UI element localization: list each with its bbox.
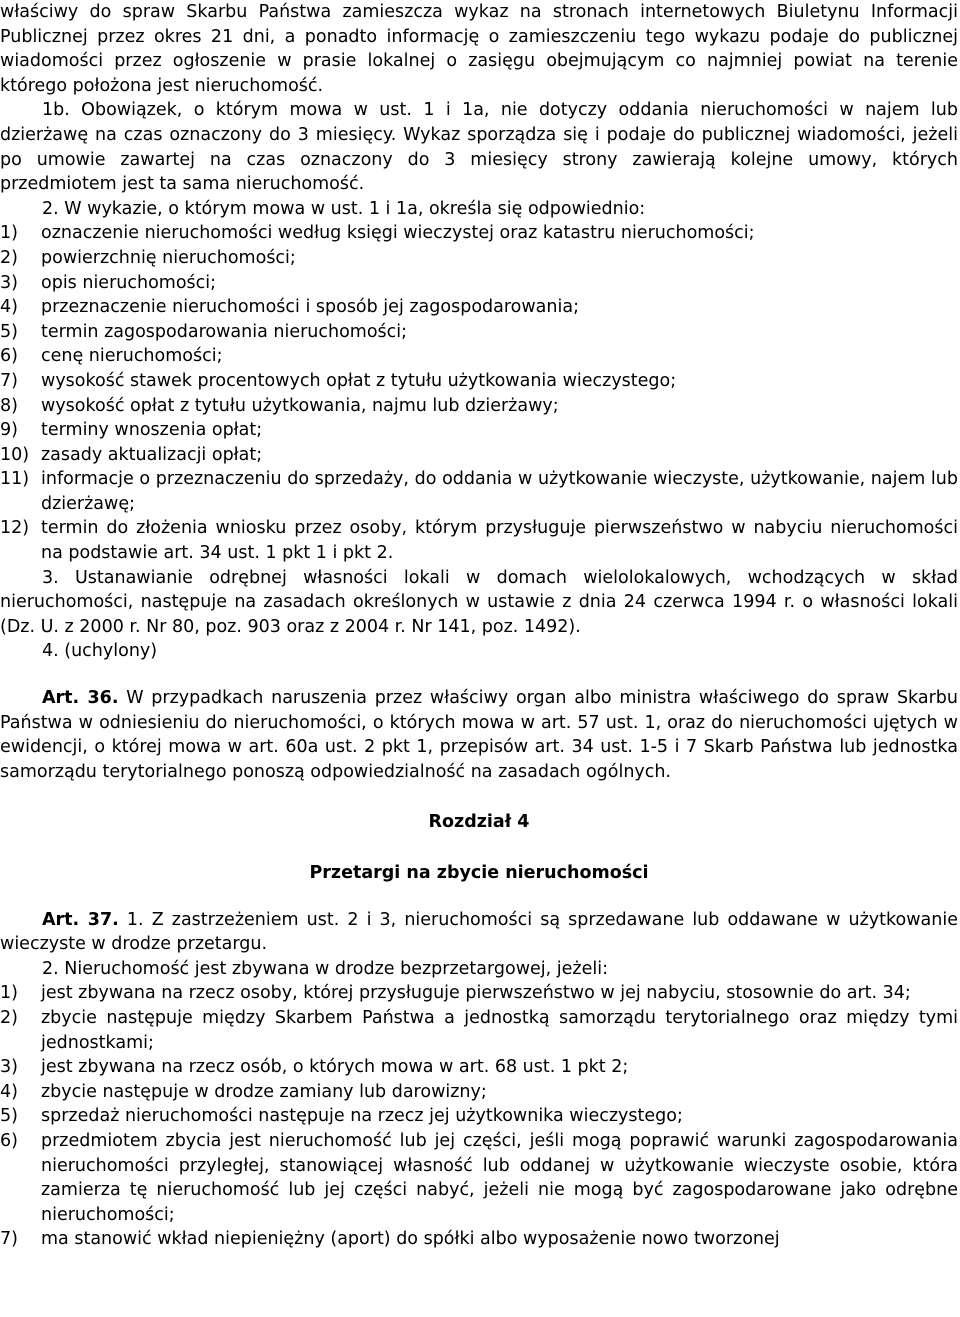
list-item-text: zbycie następuje w drodze zamiany lub darowizny; xyxy=(41,1081,487,1102)
list-item-text: terminy wnoszenia opłat; xyxy=(41,420,263,441)
list-item xyxy=(0,1227,958,1252)
spacer xyxy=(0,784,958,810)
list-item-number: 9) xyxy=(0,420,18,441)
list-item xyxy=(0,467,958,516)
list-item-number: 6) xyxy=(0,1130,18,1151)
paragraph-1b: 1b. Obowiązek, o którym mowa w ust. 1 i 1a, nie dotyczy oddania nieruchomości w najem lub dzierżawę na czas oznaczony do 3 miesięcy. Wykaz sporządza się i podaje do publicznej wiadomości, jeżeli po umowie zawartej na czas oznaczony do 3 miesięcy strony zawierają kolejne umowy, których przedmiotem jest ta sama nieruchomość. xyxy=(0,100,958,195)
article-37-text: 1. Z zastrzeżeniem ust. 2 i 3, nieruchomości są sprzedawane lub oddawane w użytkowanie wieczyste w drodze przetargu. xyxy=(0,909,958,955)
list-item-text: ma stanowić wkład niepieniężny (aport) do spółki albo wyposażenie nowo tworzonej xyxy=(41,1229,780,1250)
list-item xyxy=(0,320,958,345)
list-item-number: 11) xyxy=(0,469,30,490)
list-item xyxy=(0,1055,958,1080)
chapter-subtitle: Przetargi na zbycie nieruchomości xyxy=(309,863,649,883)
spacer xyxy=(0,886,958,908)
list-item-text: oznaczenie nieruchomości według księgi wieczystej oraz katastru nieruchomości; xyxy=(41,223,755,244)
list-item-number: 7) xyxy=(0,1229,18,1250)
list-item-number: 7) xyxy=(0,370,18,391)
list-item-text: wysokość opłat z tytułu użytkowania, najmu lub dzierżawy; xyxy=(41,395,559,416)
list-item-number: 3) xyxy=(0,272,18,293)
list-item xyxy=(0,1006,958,1055)
list-item-number: 4) xyxy=(0,1081,18,1102)
list-item-text: jest zbywana na rzecz osoby, której przysługuje pierwszeństwo w jej nabyciu, stosownie do art. 34; xyxy=(41,983,911,1004)
list-item-text: przedmiotem zbycia jest nieruchomość lub jej części, jeśli mogą poprawić warunki zagospodarowania nieruchomości przyległej, stanowiącej własność lub oddanej w użytkowanie wieczyste osobie, która zamierza tę nieruchomość lub jej części nabyć, jeżeli nie mogą być zagospodarowane jako odrębne nieruchomości; xyxy=(41,1130,958,1225)
article-36-text: W przypadkach naruszenia przez właściwy organ albo ministra właściwego do spraw Skarbu Państwa w odniesieniu do nieruchomości, o których mowa w art. 57 ust. 1, oraz do nieruchomości ujętych w ewidencji, o której mowa w art. 60a ust. 2 pkt 1, przepisów art. 34 ust. 1-5 i 7 Skarb Państwa lub jednostka samorządu terytorialnego ponoszą odpowiedzialność na zasadach ogólnych. xyxy=(0,688,959,782)
list-item-text: informacje o przeznaczeniu do sprzedaży, do oddania w użytkowanie wieczyste, użytkowanie, najem lub dzierżawę; xyxy=(41,469,958,514)
paragraph-4: 4. (uchylony) xyxy=(42,641,158,662)
list-item xyxy=(0,1129,958,1227)
spacer xyxy=(0,835,958,861)
paragraph-intro: właściwy do spraw Skarbu Państwa zamieszcza wykaz na stronach internetowych Biuletynu Informacji Publicznej przez okres 21 dni, a ponadto informację o zamieszczeniu tego wykazu podaje do publicznej wiadomości przez ogłoszenie w prasie lokalnej o zasięgu obejmującym co najmniej powiat na terenie którego położona jest nieruchomość. xyxy=(0,2,958,96)
paragraph-2: 2. W wykazie, o którym mowa w ust. 1 i 1a, określa się odpowiednio: xyxy=(42,198,646,219)
list-item-number: 2) xyxy=(0,247,18,268)
list-item-text: powierzchnię nieruchomości; xyxy=(41,247,296,268)
list-wykaz xyxy=(0,221,958,565)
list-item-text: zbycie następuje między Skarbem Państwa a jednostką samorządu terytorialnego oraz między tymi jednostkami; xyxy=(41,1007,958,1053)
list-item-number: 4) xyxy=(0,297,18,318)
list-item xyxy=(0,443,958,468)
list-item xyxy=(0,516,958,565)
list-item-number: 12) xyxy=(0,518,30,539)
article-37 xyxy=(0,908,958,957)
list-item-number: 5) xyxy=(0,1106,18,1127)
chapter-title: Rozdział 4 xyxy=(428,812,530,833)
list-item-text: cenę nieruchomości; xyxy=(41,346,223,367)
list-item xyxy=(0,271,958,296)
list-item-text: opis nieruchomości; xyxy=(41,272,217,293)
list-item-text: termin zagospodarowania nieruchomości; xyxy=(41,321,408,342)
list-item-text: termin do złożenia wniosku przez osoby, którym przysługuje pierwszeństwo w nabyciu nieruchomości na podstawie art. 34 ust. 1 pkt 1 i pkt 2. xyxy=(41,518,958,564)
list-item xyxy=(0,369,958,394)
paragraph-37-2: 2. Nieruchomość jest zbywana w drodze bezprzetargowej, jeżeli: xyxy=(42,958,608,979)
list-item xyxy=(0,418,958,443)
list-item xyxy=(0,344,958,369)
paragraph-3: 3. Ustanawianie odrębnej własności lokali w domach wielolokalowych, wchodzących w skład nieruchomości, następuje na zasadach określonych w ustawie z dnia 24 czerwca 1994 r. o własności lokali (Dz. U. z 2000 r. Nr 80, poz. 903 oraz z 2004 r. Nr 141, poz. 1492). xyxy=(0,567,958,637)
list-item-text: zasady aktualizacji opłat; xyxy=(41,444,263,465)
list-item-number: 2) xyxy=(0,1007,18,1028)
list-item xyxy=(0,1080,958,1105)
list-item-text: wysokość stawek procentowych opłat z tytułu użytkowania wieczystego; xyxy=(41,370,677,391)
list-item-text: przeznaczenie nieruchomości i sposób jej zagospodarowania; xyxy=(41,297,579,318)
list-item-number: 1) xyxy=(0,223,18,244)
list-item-number: 6) xyxy=(0,346,18,367)
list-item-number: 1) xyxy=(0,983,18,1004)
list-item xyxy=(0,981,958,1006)
article-36 xyxy=(0,686,958,784)
list-item xyxy=(0,295,958,320)
list-item xyxy=(0,394,958,419)
list-item xyxy=(0,1104,958,1129)
list-item xyxy=(0,221,958,246)
list-item-number: 8) xyxy=(0,395,18,416)
article-37-label: Art. 37. xyxy=(42,909,119,930)
list-item-text: jest zbywana na rzecz osób, o których mowa w art. 68 ust. 1 pkt 2; xyxy=(41,1057,629,1078)
spacer xyxy=(0,664,958,686)
list-item-number: 5) xyxy=(0,321,18,342)
list-item-number: 10) xyxy=(0,444,30,465)
list-item-text: sprzedaż nieruchomości następuje na rzecz jej użytkownika wieczystego; xyxy=(41,1106,683,1127)
list-bezprzetargowo xyxy=(0,981,958,1252)
list-item xyxy=(0,246,958,271)
list-item-number: 3) xyxy=(0,1057,18,1078)
article-36-label: Art. 36. xyxy=(42,688,119,709)
